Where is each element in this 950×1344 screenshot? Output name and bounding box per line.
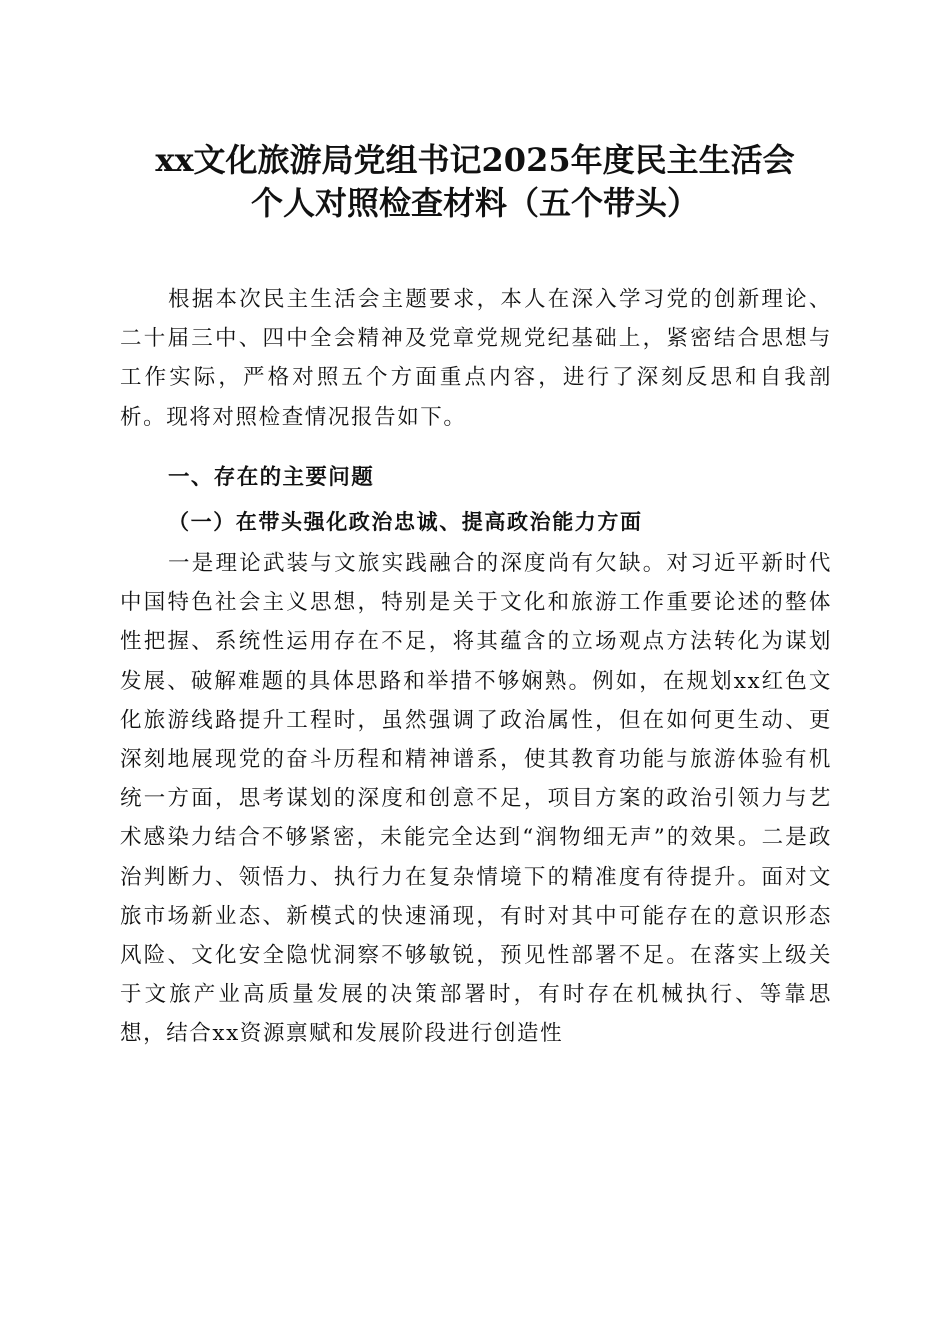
document-title-line-2: 个人对照检查材料（五个带头） xyxy=(250,184,699,222)
document-title-line-1: xx文化旅游局党组书记2025年度民主生活会 xyxy=(155,141,795,179)
main-paragraph: 一是理论武装与文旅实践融合的深度尚有欠缺。对习近平新时代中国特色社会主义思想，特别是关于文化和旅游工作重要论述的整体性把握、系统性运用存在不足，将其蕴含的立场观点方法转化为谋划发展、破解难题的具体思路和举措不够娴熟。例如，在规划xx红色文化旅游线路提升工程时，虽然强调了政治属性，但在如何更生动、更深刻地展现党的奋斗历程和精神谱系，使其教育功能与旅游体验有机统一方面，思考谋划的深度和创意不足，项目方案的政治引领力与艺术感染力结合不够紧密，未能完全达到“润物细无声”的效果。二是政治判断力、领悟力、执行力在复杂情境下的精准度有待提升。面对文旅市场新业态、新模式的快速涌现，有时对其中可能存在的意识形态风险、文化安全隐忧洞察不够敏锐，预见性部署不足。在落实上级关于文旅产业高质量发展的决策部署时，有时存在机械执行、等靠思想，结合xx资源禀赋和发展阶段进行创造性 xyxy=(120,551,832,1047)
section-heading: 一、存在的主要问题 xyxy=(168,465,375,490)
subsection-heading: （一）在带头强化政治忠诚、提高政治能力方面 xyxy=(168,510,643,534)
intro-paragraph: 根据本次民主生活会主题要求，本人在深入学习党的创新理论、二十届三中、四中全会精神及党章党规党纪基础上，紧密结合思想与工作实际，严格对照五个方面重点内容，进行了深刻反思和自我剖析。现将对照检查情况报告如下。 xyxy=(120,287,832,430)
